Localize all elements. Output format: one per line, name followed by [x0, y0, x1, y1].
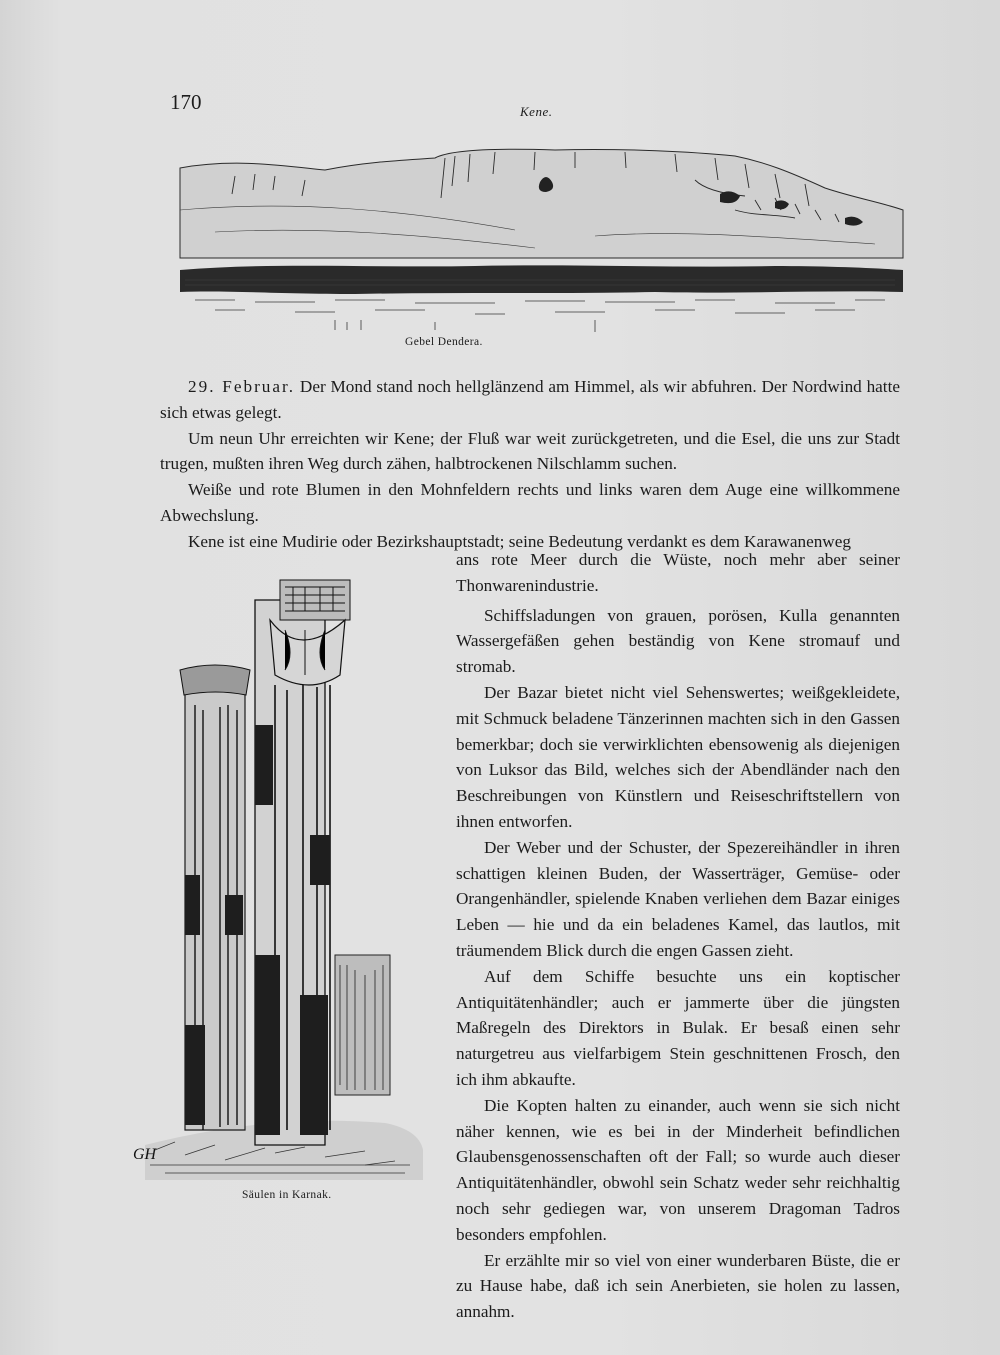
paragraph-6: Der Bazar bietet nicht viel Sehenswertes; weißgekleidete, mit Schmuck beladene Tänzerinnen machten sich in den Gassen bemerkbar; doch sie verwirklichten ebensowenig als diejenigen von Luksor das Bild, welches sich der Abendländer nach den Beschreibungen von Künstlern und Reiseschriftstellern von ihnen entworfen.	[456, 682, 900, 831]
top-figure-caption: Gebel Dendera.	[405, 336, 483, 348]
page-number: 170	[170, 90, 202, 114]
body-text-right-column	[456, 547, 900, 1325]
karnak-columns-engraving	[125, 575, 425, 1180]
paragraph-1-text: Der Mond stand noch hellglänzend am Himmel, als wir abfuhren. Der Nordwind hatte sich etwas gelegt.	[160, 377, 900, 422]
paragraph-4: Kene ist eine Mudirie oder Bezirkshauptstadt; seine Bedeutung verdankt es dem Karawanenweg	[188, 531, 851, 551]
paragraph-7: Der Weber und der Schuster, der Spezereihändler in ihren schattigen kleinen Buden, der Wasserträger, Gemüse- oder Orangenhändler, spielende Knaben verliehen dem Bazar einiges Leben — hie und da ein beladenes Kamel, das lautlos, mit träumendem Blick durch die engen Gassen zieht.	[456, 837, 900, 960]
columns-illustration	[125, 575, 425, 1180]
left-figure-caption: Säulen in Karnak.	[242, 1189, 332, 1201]
paragraph-5: Schiffsladungen von grauen, porösen, Kulla genannten Wassergefäßen gehen beständig von Kene stromauf und stromab.	[456, 605, 900, 677]
body-text-top	[160, 374, 900, 555]
paragraph-8: Auf dem Schiffe besuchte uns ein koptischer Antiquitätenhändler; auch er jammerte über die jüngsten Maßregeln des Direktors in Bulak. Er besaß einen sehr naturgetreu aus vielfarbigem Stein geschnittenen Frosch, den ich ihm abkaufte.	[456, 966, 900, 1089]
paragraph-1	[160, 374, 900, 426]
date-heading: 29. Februar.	[188, 377, 296, 396]
gebel-dendera-engraving	[175, 140, 905, 340]
artist-signature: GH	[133, 1146, 157, 1163]
paragraph-3: Weiße und rote Blumen in den Mohnfeldern rechts und links waren dem Auge eine willkommene Abwechslung.	[160, 480, 900, 525]
landscape-illustration	[175, 140, 905, 340]
running-head: Kene.	[520, 104, 553, 119]
paragraph-4-continued: ans rote Meer durch die Wüste, noch mehr aber seiner Thonwarenindustrie.	[456, 550, 900, 595]
paragraph-9: Die Kopten halten zu einander, auch wenn sie sich nicht näher kennen, wie es bei in der Minderheit befindlichen Glaubensgenossenschaften oft der Fall; so wurde auch dieser Antiquitätenhändler, obwohl sein Schatz weder sehr reichhaltig noch sehr gediegen war, von unserem Dragoman Tadros besonders empfohlen.	[456, 1095, 900, 1244]
paragraph-10: Er erzählte mir so viel von einer wunderbaren Büste, die er zu Hause habe, daß ich sein Anerbieten, sie holen zu lassen, annahm.	[456, 1250, 900, 1322]
paragraph-2: Um neun Uhr erreichten wir Kene; der Fluß war weit zurückgetreten, und die Esel, die uns zur Stadt trugen, mußten ihren Weg durch zähen, halbtrockenen Nilschlamm suchen.	[160, 428, 900, 474]
